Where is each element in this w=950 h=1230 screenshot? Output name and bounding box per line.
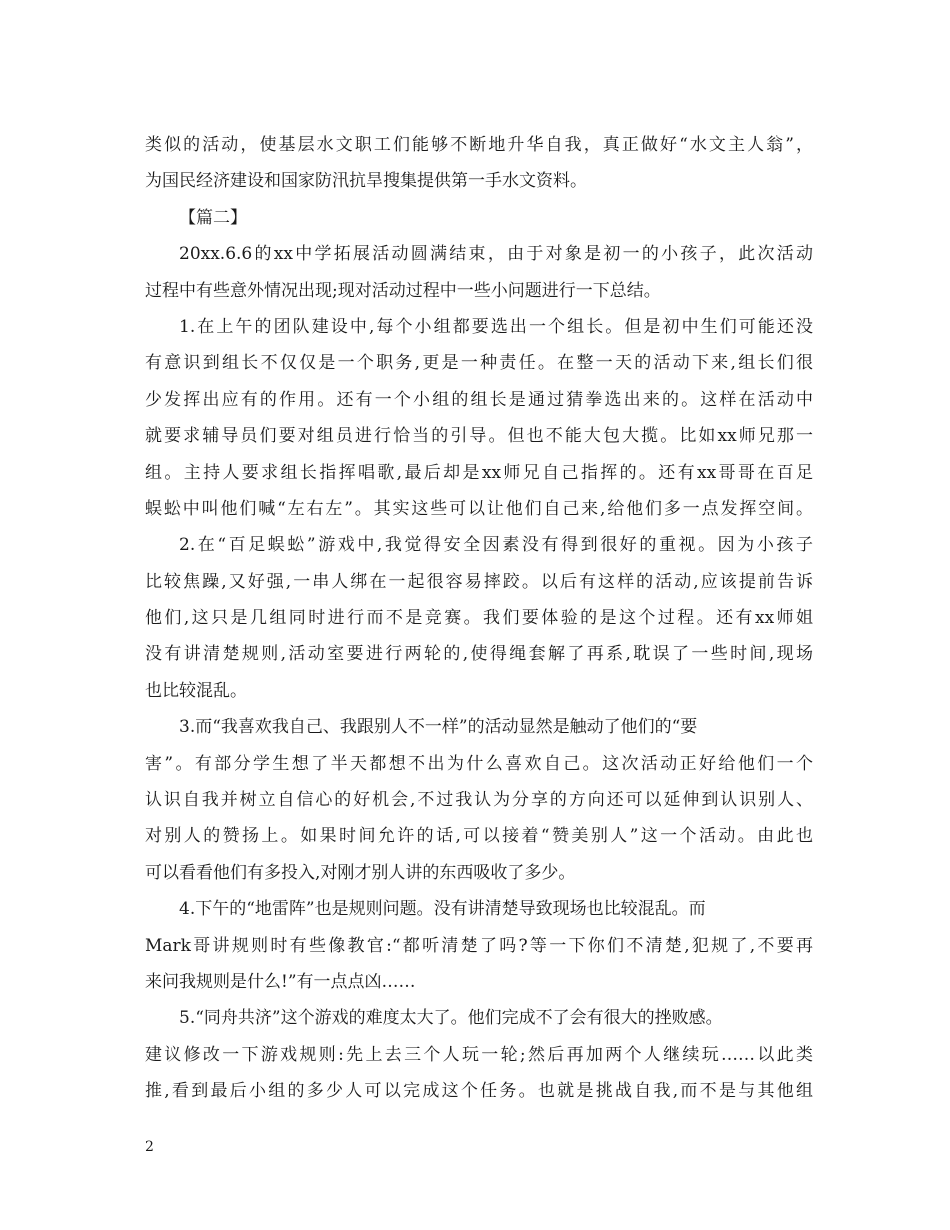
text-line: 类似的活动，使基层水文职工们能够不断地升华自我，真正做好“水文主人翁”， bbox=[145, 135, 813, 155]
body-text bbox=[145, 127, 813, 1110]
text-line: 他们,这只是几组同时进行而不是竞赛。我们要体验的是这个过程。还有xx师姐 bbox=[145, 608, 813, 629]
page-number: 2 bbox=[145, 1139, 154, 1155]
text-line: 也比较混乱。 bbox=[145, 680, 247, 701]
text-line: 推,看到最后小组的多少人可以完成这个任务。也就是挑战自我,而不是与其他组 bbox=[145, 1081, 813, 1102]
section-heading: 【篇二】 bbox=[179, 207, 247, 228]
text-line: 认识自我并树立自信心的好机会,不过我认为分享的方向还可以延伸到认识别人、 bbox=[145, 790, 813, 811]
text-line: 没有讲清楚规则,活动室要进行两轮的,使得绳套解了再系,耽误了一些时间,现场 bbox=[145, 644, 813, 665]
text-line: 就要求辅导员们要对组员进行恰当的引导。但也不能大包大揽。比如xx师兄那一 bbox=[145, 426, 813, 447]
text-line: 可以看看他们有多投入,对刚才别人讲的东西吸收了多少。 bbox=[145, 862, 576, 883]
text-line: Mark哥讲规则时有些像教官:“都听清楚了吗?等一下你们不清楚,犯规了,不要再 bbox=[145, 935, 813, 956]
text-line: 来问我规则是什么!”有一点点凶…… bbox=[145, 971, 416, 992]
text-line: 为国民经济建设和国家防汛抗旱搜集提供第一手水文资料。 bbox=[145, 171, 587, 192]
paragraph-first-line: 1.在上午的团队建设中,每个小组都要选出一个组长。但是初中生们可能还没 bbox=[179, 316, 813, 337]
text-line: 对别人的赞扬上。如果时间允许的话,可以接着“赞美别人”这一个活动。由此也 bbox=[145, 826, 813, 847]
paragraph-first-line: 5.“同舟共济”这个游戏的难度太大了。他们完成不了会有很大的挫败感。 bbox=[179, 1008, 723, 1029]
text-line: 过程中有些意外情况出现;现对活动过程中一些小问题进行一下总结。 bbox=[145, 280, 661, 301]
paragraph-first-line: 4.下午的“地雷阵”也是规则问题。没有讲清楚导致现场也比较混乱。而 bbox=[179, 899, 706, 920]
text-line: 蜈蚣中叫他们喊“左右左”。其实这些可以让他们自己来,给他们多一点发挥空间。 bbox=[145, 498, 813, 519]
text-line: 组。主持人要求组长指挥唱歌,最后却是xx师兄自己指挥的。还有xx哥哥在百足 bbox=[145, 462, 813, 483]
paragraph-first-line: 20xx.6.6的xx中学拓展活动圆满结束，由于对象是初一的小孩子，此次活动 bbox=[179, 244, 813, 265]
paragraph-first-line: 2.在“百足蜈蚣”游戏中,我觉得安全因素没有得到很好的重视。因为小孩子 bbox=[179, 535, 813, 556]
text-line: 有意识到组长不仅仅是一个职务,更是一种责任。在整一天的活动下来,组长们很 bbox=[145, 353, 813, 374]
text-line: 少发挥出应有的作用。还有一个小组的组长是通过猜拳选出来的。这样在活动中 bbox=[145, 389, 813, 410]
text-line: 建议修改一下游戏规则:先上去三个人玩一轮;然后再加两个人继续玩……以此类 bbox=[145, 1044, 813, 1065]
text-line: 害”。有部分学生想了半天都想不出为什么喜欢自己。这次活动正好给他们一个 bbox=[145, 753, 813, 774]
text-line: 比较焦躁,又好强,一串人绑在一起很容易摔跤。以后有这样的活动,应该提前告诉 bbox=[145, 571, 813, 592]
paragraph-first-line: 3.而“我喜欢我自己、我跟别人不一样”的活动显然是触动了他们的“要 bbox=[179, 717, 698, 738]
